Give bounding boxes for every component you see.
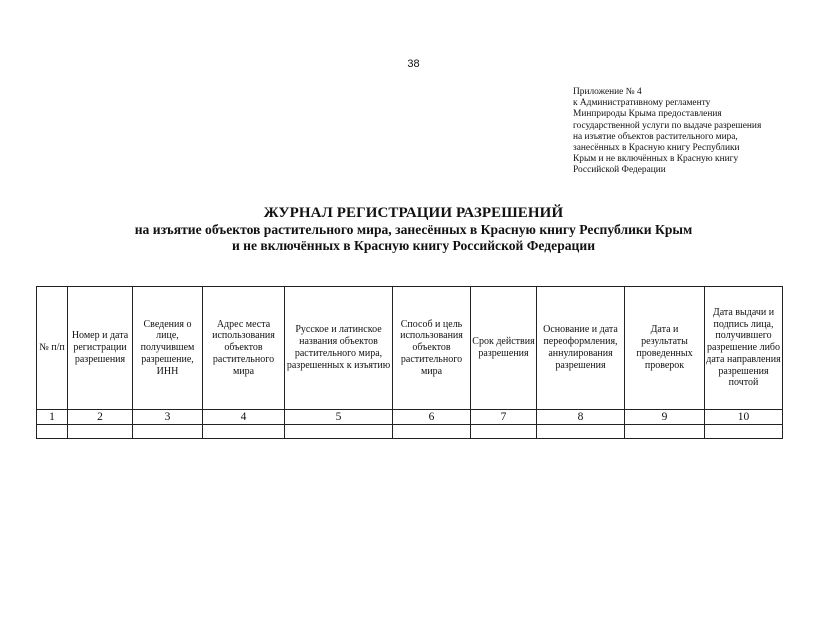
header-cell-usage-method: Способ и цель использования объектов растительного мира <box>393 287 471 410</box>
appendix-line: государственной услуги по выдаче разрешения <box>573 120 762 131</box>
title-main: ЖУРНАЛ РЕГИСТРАЦИИ РАЗРЕШЕНИЙ <box>263 205 564 221</box>
appendix-line: Минприроды Крыма предоставления <box>573 109 722 120</box>
header-cell-registration: Номер и дата регистрации разрешения <box>68 287 133 410</box>
column-number-cell: 3 <box>133 410 203 425</box>
column-number-cell: 8 <box>537 410 625 425</box>
appendix-line: занесённых в Красную книгу Республики <box>573 143 740 154</box>
appendix-line: Приложение № 4 <box>573 87 642 97</box>
column-number-cell: 5 <box>285 410 393 425</box>
appendix-note <box>573 87 793 177</box>
column-number-cell: 6 <box>393 410 471 425</box>
header-cell-species-names: Русское и латинское названия объектов растительного мира, разрешенных к изъятию <box>285 287 393 410</box>
empty-cell <box>285 425 393 439</box>
empty-cell <box>471 425 537 439</box>
column-number-cell: 10 <box>705 410 783 425</box>
empty-cell <box>203 425 285 439</box>
registration-journal-table <box>36 286 783 439</box>
header-cell-validity: Срок действия разрешения <box>471 287 537 410</box>
empty-cell <box>393 425 471 439</box>
column-number-cell: 7 <box>471 410 537 425</box>
empty-entry-row <box>37 425 783 439</box>
empty-cell <box>68 425 133 439</box>
column-number-cell: 9 <box>625 410 705 425</box>
column-number-row <box>37 410 783 425</box>
empty-cell <box>37 425 68 439</box>
document-title <box>0 204 827 254</box>
page-number: 38 <box>407 58 420 70</box>
empty-cell <box>625 425 705 439</box>
appendix-line: Крым и не включённых в Красную книгу <box>573 154 739 165</box>
column-number-cell: 1 <box>37 410 68 425</box>
appendix-line: на изъятие объектов растительного мира, <box>573 131 738 142</box>
empty-cell <box>705 425 783 439</box>
title-line-2: на изъятие объектов растительного мира, занесённых в Красную книгу Республики Крым <box>134 222 693 237</box>
header-cell-number: № п/п <box>37 287 68 410</box>
column-number-cell: 2 <box>68 410 133 425</box>
appendix-line: Российской Федерации <box>573 165 666 176</box>
empty-cell <box>537 425 625 439</box>
title-line-3: и не включённых в Красную книгу Российской Федерации <box>231 238 596 253</box>
empty-cell <box>133 425 203 439</box>
header-cell-recipient-info: Сведения о лице, получившем разрешение, ИНН <box>133 287 203 410</box>
header-cell-reissue-basis: Основание и дата переоформления, аннулирования разрешения <box>537 287 625 410</box>
header-cell-inspections: Дата и результаты проведенных проверок <box>625 287 705 410</box>
appendix-line: к Административному регламенту <box>573 98 711 109</box>
header-cell-usage-address: Адрес места использования объектов растительного мира <box>203 287 285 410</box>
header-row <box>37 287 783 410</box>
column-number-cell: 4 <box>203 410 285 425</box>
header-cell-issue-date: Дата выдачи и подпись лица, получившего разрешение либо дата направления разрешения почтой <box>705 287 783 410</box>
